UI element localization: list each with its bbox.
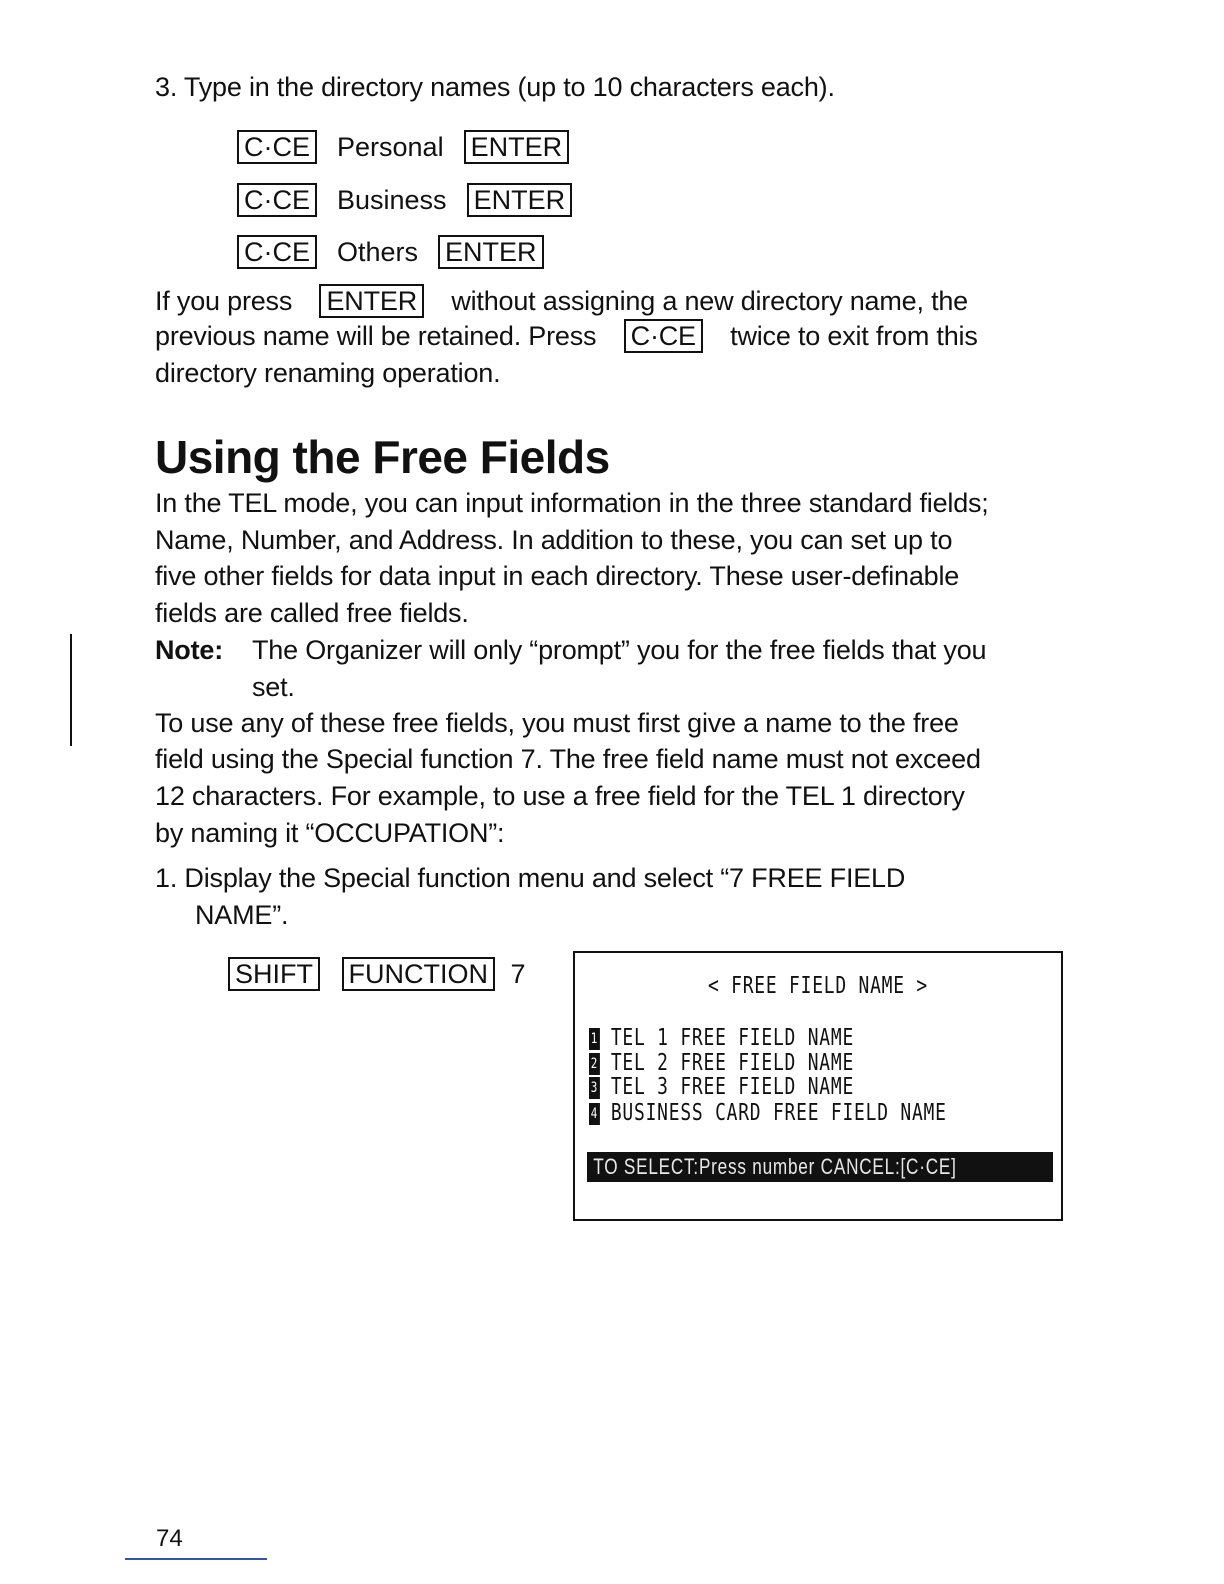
para2-line: five other fields for data input in each directory. These user-definable [155, 561, 960, 591]
para3-line: To use any of these free fields, you must first give a name to the free [155, 708, 959, 738]
para1-line2: previous name will be retained. Press C·CE twice to exit from this [155, 321, 978, 351]
cce-key: C·CE [237, 130, 317, 164]
cce-key: C·CE [237, 235, 317, 269]
para2-line: In the TEL mode, you can input information in the three standard fields; [155, 488, 989, 518]
lcd-menu-item: 4 BUSINESS CARD FREE FIELD NAME [590, 1100, 947, 1126]
key-row-business [237, 182, 572, 218]
shift-key: SHIFT [228, 957, 320, 991]
para1-line1: If you press ENTER without assigning a new directory name, the [155, 286, 968, 316]
para2-line: fields are called free fields. [155, 598, 469, 628]
lcd-title: < FREE FIELD NAME > [707, 973, 929, 999]
enter-key: ENTER [464, 130, 570, 164]
directory-name: Others [337, 237, 419, 267]
para2-line: Name, Number, and Address. In addition to these, you can set up to [155, 525, 953, 555]
seven-key: 7 [510, 959, 526, 989]
para3-line: 12 characters. For example, to use a free field for the TEL 1 directory [155, 781, 965, 811]
directory-name: Personal [337, 132, 444, 162]
note-line2: set. [252, 672, 295, 702]
lcd-menu-item: 3 TEL 3 FREE FIELD NAME [590, 1074, 855, 1100]
page-rule [125, 1558, 267, 1560]
key-sequence [228, 956, 526, 992]
para3-line: by naming it “OCCUPATION”: [155, 818, 505, 848]
step-1-line2: NAME”. [195, 900, 289, 930]
cce-key: C·CE [624, 319, 703, 353]
note-label: Note: [155, 635, 223, 665]
para1-line3: directory renaming operation. [155, 358, 501, 388]
para3-line: field using the Special function 7. The free field name must not exceed [155, 744, 981, 774]
lcd-status-bar: TO SELECT:Press number CANCEL:[C·CE] [587, 1152, 1053, 1182]
lcd-menu-item: 2 TEL 2 FREE FIELD NAME [590, 1050, 855, 1076]
change-bar [70, 634, 72, 746]
key-row-personal [237, 129, 569, 165]
step-3-text: 3. Type in the directory names (up to 10 characters each). [155, 72, 835, 102]
directory-name: Business [337, 185, 447, 215]
function-key: FUNCTION [342, 957, 495, 991]
section-heading: Using the Free Fields [155, 431, 610, 483]
enter-key: ENTER [319, 284, 424, 318]
key-row-others [237, 234, 544, 270]
lcd-menu-item: 1 TEL 1 FREE FIELD NAME [590, 1025, 855, 1051]
page-number: 74 [156, 1525, 183, 1552]
cce-key: C·CE [237, 183, 317, 217]
note-line1: Note: The Organizer will only “prompt” you for the free fields that you [155, 635, 987, 665]
step-1-line1: 1. Display the Special function menu and select “7 FREE FIELD [155, 863, 906, 893]
enter-key: ENTER [438, 235, 544, 269]
enter-key: ENTER [467, 183, 573, 217]
